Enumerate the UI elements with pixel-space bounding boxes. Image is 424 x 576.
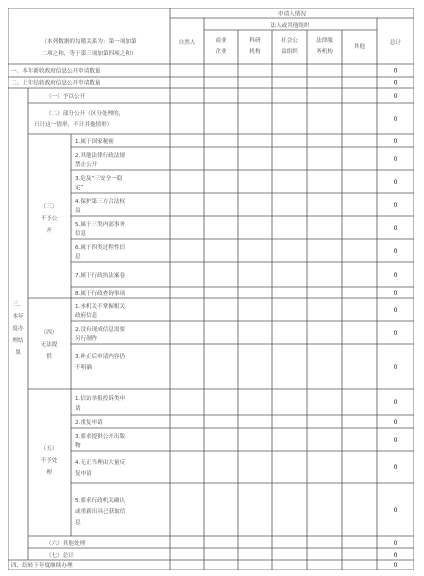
group-grand-total: （七）总计 bbox=[46, 553, 74, 559]
item-publications: 3.要求提供公开出版 bbox=[75, 434, 126, 440]
disclosure-statistics-table bbox=[8, 8, 414, 570]
total-cell: 0 bbox=[393, 116, 398, 123]
item-repeat-request: 2.重复申请 bbox=[75, 420, 103, 426]
group-fully-disclosed: （一）予以公开 bbox=[46, 94, 86, 100]
item-not-held: 1.本机关不掌握相关 bbox=[75, 304, 126, 310]
item-process-info: 6.属于四类过程性信 bbox=[75, 245, 126, 251]
table-gridlines bbox=[8, 8, 414, 570]
section-carry-forward: 四、结转下年度继续办理 bbox=[11, 563, 73, 569]
section-results: 果 bbox=[15, 350, 21, 356]
item-endanger-security: 定” bbox=[75, 185, 84, 191]
group-not-processed: 理 bbox=[46, 470, 52, 476]
org-col-legal-service: 务机构 bbox=[316, 49, 333, 55]
item-publications: 物 bbox=[75, 443, 81, 449]
org-col-research: 科研 bbox=[249, 38, 261, 44]
total-header: 总计 bbox=[389, 40, 402, 46]
org-col-legal-service: 法律服 bbox=[316, 38, 333, 44]
item-confirm-or-reissue: 5.要求行政机关确认 bbox=[75, 498, 126, 504]
total-cell: 0 bbox=[393, 79, 398, 87]
applicant-group-header: 申请人情况 bbox=[278, 11, 306, 18]
group-other-handling: （六）其他处理 bbox=[46, 541, 86, 547]
org-col-business: 企业 bbox=[215, 49, 227, 55]
item-needs-creation: 2.没有现成信息需要 bbox=[75, 327, 126, 333]
group-not-processed: 不予处 bbox=[40, 458, 58, 464]
item-prohibited-by-law: 2.其他法律行政法规 bbox=[75, 153, 126, 159]
item-unclear-request: 3.补正后申请内容仍 bbox=[75, 354, 126, 360]
total-cell: 0 bbox=[393, 540, 398, 547]
item-prohibited-by-law: 禁止公开 bbox=[75, 162, 98, 168]
group-partially-disclosed: （二）部分公开（区分处理的， bbox=[46, 111, 125, 117]
group-not-disclosed: 不予公 bbox=[40, 216, 58, 222]
item-state-secret: 1.属于国家秘密 bbox=[75, 139, 114, 145]
total-cell: 0 bbox=[393, 248, 398, 255]
item-unclear-request: 不明确 bbox=[75, 365, 92, 371]
item-enforcement-files: 7.属于行政执法案卷 bbox=[75, 273, 126, 279]
section-results: 三、 bbox=[12, 302, 24, 308]
table-canvas bbox=[8, 8, 414, 570]
section-results: 本年 bbox=[12, 314, 24, 320]
group-not-processed: （五） bbox=[40, 446, 58, 452]
total-cell: 0 bbox=[393, 179, 398, 186]
item-repetitive-requests: 复申请 bbox=[75, 471, 92, 477]
section-new-requests: 一、本年新收政府信息公开申请数量 bbox=[11, 68, 101, 75]
group-unable-to-provide: （四） bbox=[40, 330, 58, 336]
total-cell: 0 bbox=[393, 156, 398, 163]
total-cell: 0 bbox=[393, 399, 398, 406]
item-repetitive-requests: 4.无正当理由大量反 bbox=[75, 460, 126, 466]
header-note-line2: 二项之和，等于第三项加第四项之和） bbox=[41, 51, 137, 57]
item-petition-complaint: 1.信访举报投诉类申 bbox=[75, 396, 126, 402]
item-petition-complaint: 请 bbox=[75, 406, 81, 412]
item-internal-affairs: 5.属于三类内部事务 bbox=[75, 222, 126, 228]
org-group-header: 法人或其他组织 bbox=[270, 23, 310, 29]
item-confirm-or-reissue: 或重新出具已获取信 bbox=[75, 509, 126, 515]
item-third-party-rights: 4.保护第三方合法权 bbox=[75, 199, 126, 205]
total-cell: 0 bbox=[393, 330, 398, 337]
section-results: 理结 bbox=[12, 338, 24, 344]
group-partially-disclosed: 只计这一情形，不计其他情形） bbox=[34, 122, 113, 128]
item-endanger-security: 3.危及“三安全一稳 bbox=[75, 176, 123, 182]
group-unable-to-provide: 无法提 bbox=[40, 342, 58, 348]
total-cell: 0 bbox=[393, 307, 398, 314]
natural-person-header: 自然人 bbox=[178, 40, 196, 46]
total-cell: 0 bbox=[393, 93, 398, 100]
item-needs-creation: 另行制作 bbox=[75, 336, 98, 342]
item-not-held: 政府信息 bbox=[75, 313, 98, 319]
header-note-line1: （本列数据的勾稽关系为：第一项加第 bbox=[41, 39, 137, 45]
total-cell: 0 bbox=[393, 419, 398, 426]
total-cell: 0 bbox=[393, 67, 398, 75]
total-cell: 0 bbox=[393, 437, 398, 444]
item-inquiry-matters: 8.属于行政查询事项 bbox=[75, 291, 126, 297]
org-col-public-welfare: 益组织 bbox=[281, 49, 298, 55]
group-not-disclosed: 开 bbox=[46, 228, 52, 234]
total-cell: 0 bbox=[393, 290, 398, 297]
section-results: 度办 bbox=[12, 326, 24, 332]
group-not-disclosed: （三） bbox=[40, 204, 58, 210]
total-cell: 0 bbox=[393, 202, 398, 209]
total-cell: 0 bbox=[393, 562, 398, 569]
total-cell: 0 bbox=[393, 272, 398, 279]
item-process-info: 息 bbox=[75, 254, 81, 260]
total-cell: 0 bbox=[393, 225, 398, 232]
group-unable-to-provide: 供 bbox=[46, 354, 52, 360]
section-carried-over-requests: 二、上年结转政府信息公开申请数量 bbox=[11, 80, 101, 87]
org-col-other: 其他 bbox=[353, 44, 366, 50]
org-col-public-welfare: 社会公 bbox=[281, 38, 298, 44]
total-cell: 0 bbox=[393, 507, 398, 514]
total-cell: 0 bbox=[393, 552, 398, 559]
item-confirm-or-reissue: 息 bbox=[75, 520, 81, 526]
org-col-research: 机构 bbox=[249, 49, 261, 55]
total-cell: 0 bbox=[393, 138, 398, 145]
total-cell: 0 bbox=[393, 464, 398, 471]
item-third-party-rights: 益 bbox=[75, 208, 81, 214]
org-col-business: 商业 bbox=[215, 38, 227, 44]
total-cell: 0 bbox=[393, 364, 398, 371]
item-internal-affairs: 信息 bbox=[75, 231, 87, 237]
